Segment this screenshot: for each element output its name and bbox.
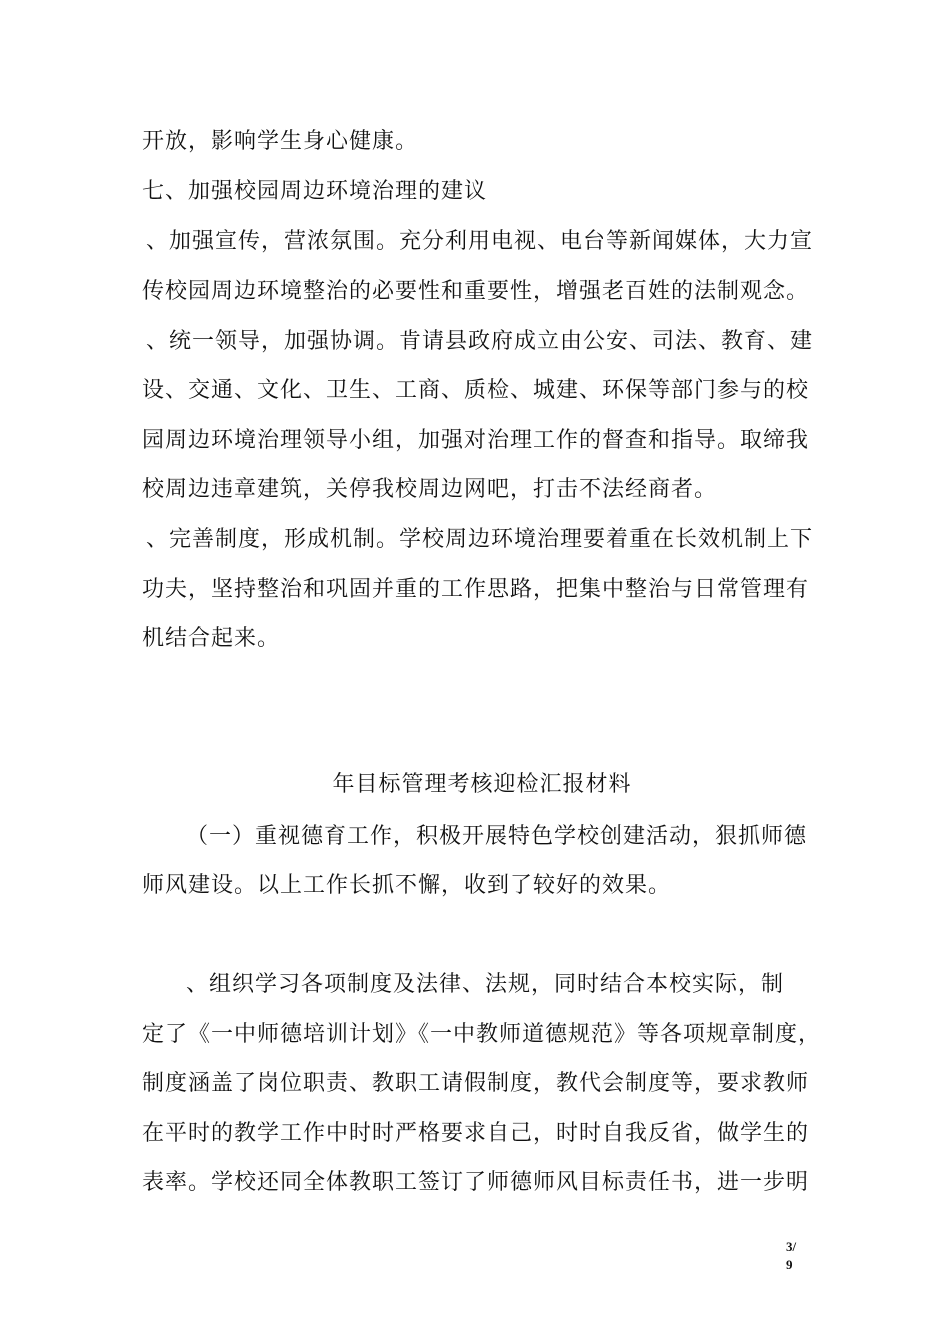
- text-line: 师风建设。以上工作长抓不懈，收到了较好的效果。: [142, 873, 672, 898]
- section-heading: 七、加强校园周边环境治理的建议: [142, 179, 488, 204]
- text-line: 功夫，坚持整治和巩固并重的工作思路，把集中整治与日常管理有: [142, 577, 810, 602]
- text-line: 、组织学习各项制度及法律、法规，同时结合本校实际，制: [186, 972, 785, 997]
- page-number: [786, 1238, 796, 1274]
- text-line: 设、交通、文化、卫生、工商、质检、城建、环保等部门参与的校: [142, 378, 810, 403]
- text-line: 、统一领导，加强协调。肯请县政府成立由公安、司法、教育、建: [146, 329, 814, 354]
- text-line: 在平时的教学工作中时时严格要求自己，时时自我反省，做学生的: [142, 1121, 810, 1146]
- text-line: 开放，影响学生身心健康。: [142, 129, 419, 154]
- text-line: 、加强宣传，营浓氛围。充分利用电视、电台等新闻媒体，大力宣: [146, 229, 814, 254]
- text-line: 、完善制度，形成机制。学校周边环境治理要着重在长效机制上下: [146, 527, 814, 552]
- text-line: 制度涵盖了岗位职责、教职工请假制度，教代会制度等，要求教师: [142, 1071, 810, 1096]
- text-line: 园周边环境治理领导小组，加强对治理工作的督查和指导。取缔我: [142, 428, 810, 453]
- text-line: 定了《一中师德培训计划》《一中教师道德规范》等各项规章制度，: [142, 1022, 822, 1047]
- text-line: 传校园周边环境整治的必要性和重要性，增强老百姓的法制观念。: [142, 279, 810, 304]
- text-line: 表率。学校还同全体教职工签订了师德师风目标责任书，进一步明: [142, 1170, 810, 1195]
- text-line: （一）重视德育工作，积极开展特色学校创建活动，狠抓师德: [186, 824, 808, 849]
- text-line: 机结合起来。: [142, 626, 281, 651]
- document-title: 年目标管理考核迎检汇报材料: [332, 772, 632, 797]
- page-number-total: 9: [786, 1257, 793, 1272]
- text-line: 校周边违章建筑，关停我校周边网吧，打击不法经商者。: [142, 477, 718, 502]
- page-number-current: 3/: [786, 1239, 797, 1254]
